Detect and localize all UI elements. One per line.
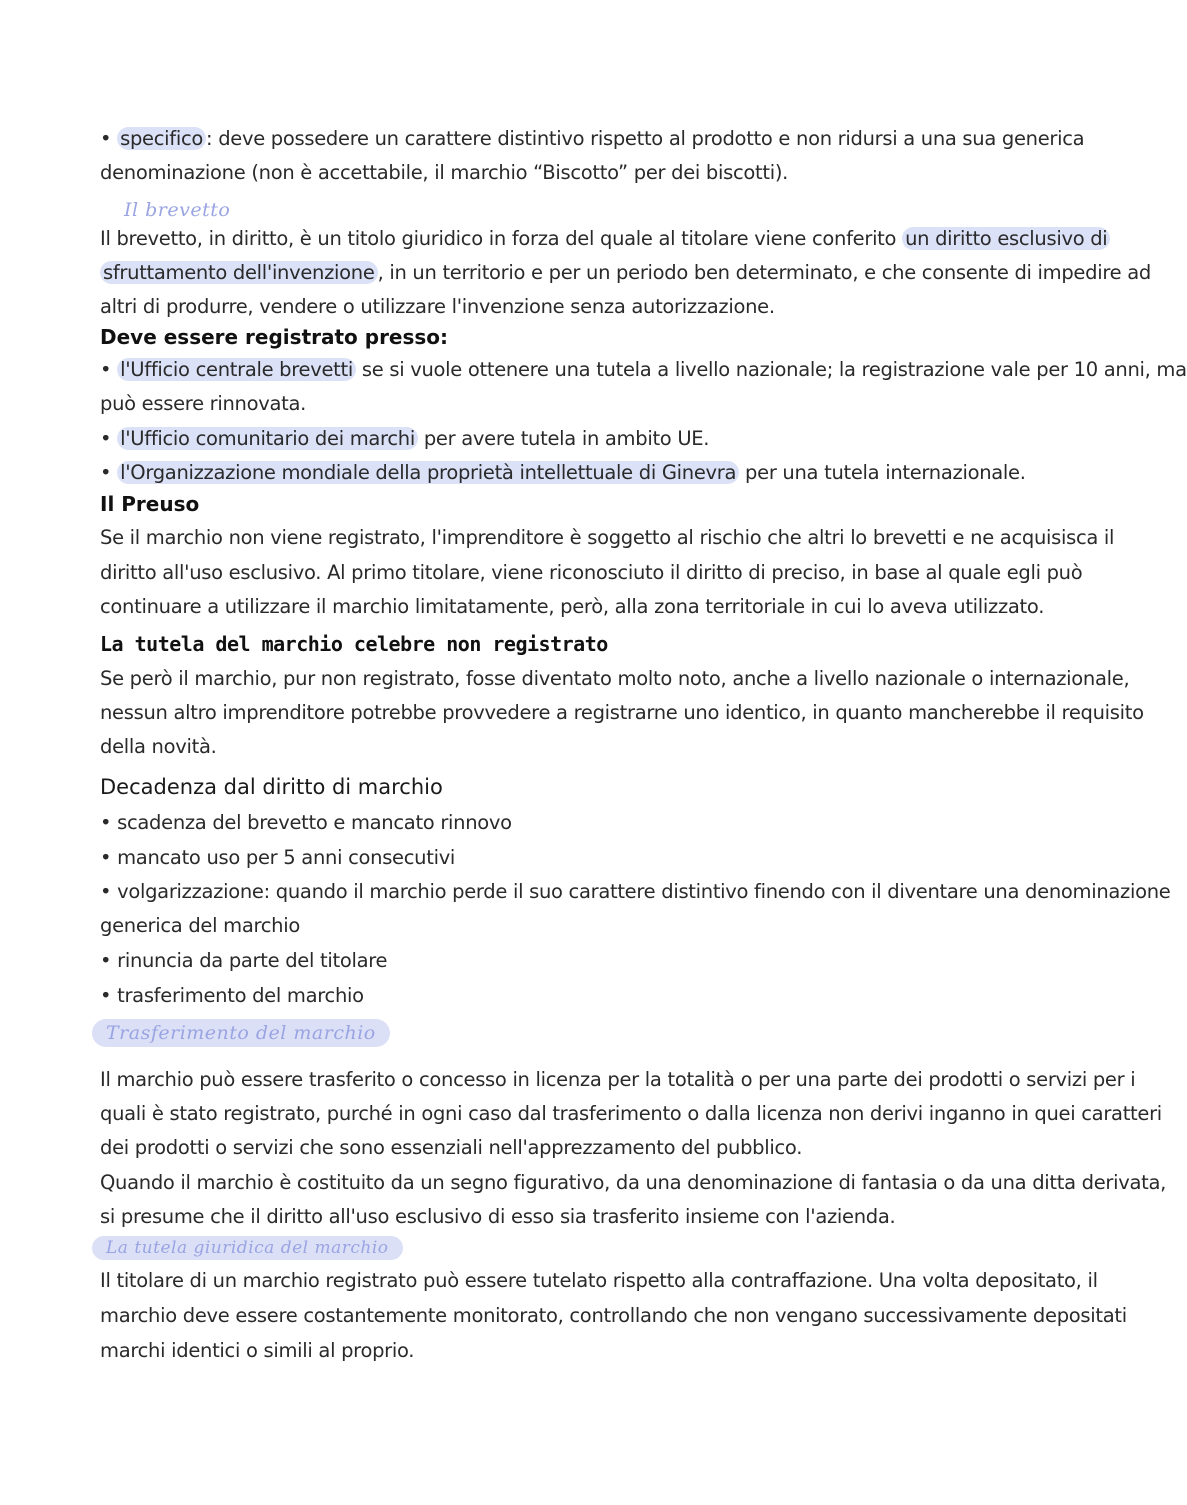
text: , in un territorio e per un periodo ben determinato, e che consente di impedire ad [377, 261, 1151, 284]
trasferimento-line-5: si presume che il diritto all'uso esclusivo di esso sia trasferito insieme con l'azienda. [100, 1205, 896, 1228]
trasferimento-line-1: Il marchio può essere trasferito o concesso in licenza per la totalità o per una parte dei prodotti o servizi per i [100, 1068, 1136, 1091]
celebre-line-2: nessun altro imprenditore potrebbe provvedere a registrarne uno identico, in quanto mancherebbe il requisito [100, 701, 1144, 724]
specifico-line-2: denominazione (non è accettabile, il marchio “Biscotto” per dei biscotti). [100, 161, 789, 184]
bullet: • [100, 427, 112, 450]
bullet: • [100, 127, 112, 150]
trasferimento-line-3: dei prodotti o servizi che sono essenziali nell'apprezzamento del pubblico. [100, 1136, 803, 1159]
tutela-line-3: marchi identici o simili al proprio. [100, 1339, 415, 1362]
heading-preuso: Il Preuso [100, 492, 200, 516]
brevetto-line-3: altri di produrre, vendere o utilizzare l'invenzione senza autorizzazione. [100, 295, 775, 318]
celebre-line-1: Se però il marchio, pur non registrato, fosse diventato molto noto, anche a livello nazionale o internazionale, [100, 667, 1130, 690]
specifico-line-1 [100, 124, 1084, 154]
highlight-sfruttamento: sfruttamento dell'invenzione [100, 261, 378, 284]
text: trasferimento del marchio [117, 984, 364, 1007]
heading-brevetto: Il brevetto [124, 199, 231, 221]
brevetto-line-1 [100, 224, 1110, 254]
highlight-organizzazione-mondiale: l'Organizzazione mondiale della proprietà intellettuale di Ginevra [117, 461, 739, 484]
tutela-line-1: Il titolare di un marchio registrato può essere tutelato rispetto alla contraffazione. Una volta depositato, il [100, 1269, 1098, 1292]
decadenza-item-5 [100, 981, 364, 1011]
decadenza-item-1 [100, 808, 512, 838]
highlight-ufficio-comunitario: l'Ufficio comunitario dei marchi [117, 427, 418, 450]
registrazione-item-2 [100, 424, 709, 454]
text: scadenza del brevetto e mancato rinnovo [117, 811, 512, 834]
heading-trasferimento: Trasferimento del marchio [92, 1019, 390, 1047]
preuso-line-1: Se il marchio non viene registrato, l'imprenditore è soggetto al rischio che altri lo brevetti e ne acquisisca il [100, 526, 1115, 549]
bullet: • [100, 811, 112, 834]
heading-registrazione: Deve essere registrato presso: [100, 325, 449, 349]
decadenza-item-4 [100, 946, 387, 976]
bullet: • [100, 846, 112, 869]
text: se si vuole ottenere una tutela a livello nazionale; la registrazione vale per 10 anni, ma [356, 358, 1187, 381]
trasferimento-line-2: quali è stato registrato, purché in ogni caso dal trasferimento o dalla licenza non derivi inganno in quei caratteri [100, 1102, 1162, 1125]
heading-tutela-giuridica: La tutela giuridica del marchio [92, 1236, 403, 1260]
trasferimento-line-4: Quando il marchio è costituito da un segno figurativo, da una denominazione di fantasia o da una ditta derivata, [100, 1171, 1167, 1194]
bullet: • [100, 984, 112, 1007]
text: Il brevetto, in diritto, è un titolo giuridico in forza del quale al titolare viene conferito [100, 227, 903, 250]
decadenza-item-3 [100, 877, 1170, 907]
preuso-line-2: diritto all'uso esclusivo. Al primo titolare, viene riconosciuto il diritto di preciso, in base al quale egli può [100, 561, 1083, 584]
text: volgarizzazione: quando il marchio perde il suo carattere distintivo finendo con il diventare una denominazione [117, 880, 1171, 903]
highlight-ufficio-centrale: l'Ufficio centrale brevetti [117, 358, 356, 381]
text: rinuncia da parte del titolare [117, 949, 388, 972]
highlight-specifico: specifico [117, 127, 206, 150]
highlight-diritto-esclusivo: un diritto esclusivo di [902, 227, 1110, 250]
registrazione-item-1-line-2: può essere rinnovata. [100, 392, 307, 415]
bullet: • [100, 880, 112, 903]
tutela-line-2: marchio deve essere costantemente monitorato, controllando che non vengano successivamente depositati [100, 1304, 1127, 1327]
decadenza-item-3-line-2: generica del marchio [100, 914, 300, 937]
text: per avere tutela in ambito UE. [417, 427, 710, 450]
celebre-line-3: della novità. [100, 735, 217, 758]
heading-decadenza: Decadenza dal diritto di marchio [100, 775, 443, 799]
bullet: • [100, 949, 112, 972]
registrazione-item-1 [100, 355, 1187, 385]
heading-marchio-celebre: La tutela del marchio celebre non registrato [100, 632, 608, 656]
text: mancato uso per 5 anni consecutivi [117, 846, 456, 869]
registrazione-item-3 [100, 458, 1026, 488]
preuso-line-3: continuare a utilizzare il marchio limitatamente, però, alla zona territoriale in cui lo aveva utilizzato. [100, 595, 1045, 618]
decadenza-item-2 [100, 843, 455, 873]
bullet: • [100, 358, 112, 381]
brevetto-line-2 [100, 258, 1151, 288]
bullet: • [100, 461, 112, 484]
text: per una tutela internazionale. [739, 461, 1026, 484]
text: : deve possedere un carattere distintivo rispetto al prodotto e non ridursi a una sua generica [206, 127, 1085, 150]
